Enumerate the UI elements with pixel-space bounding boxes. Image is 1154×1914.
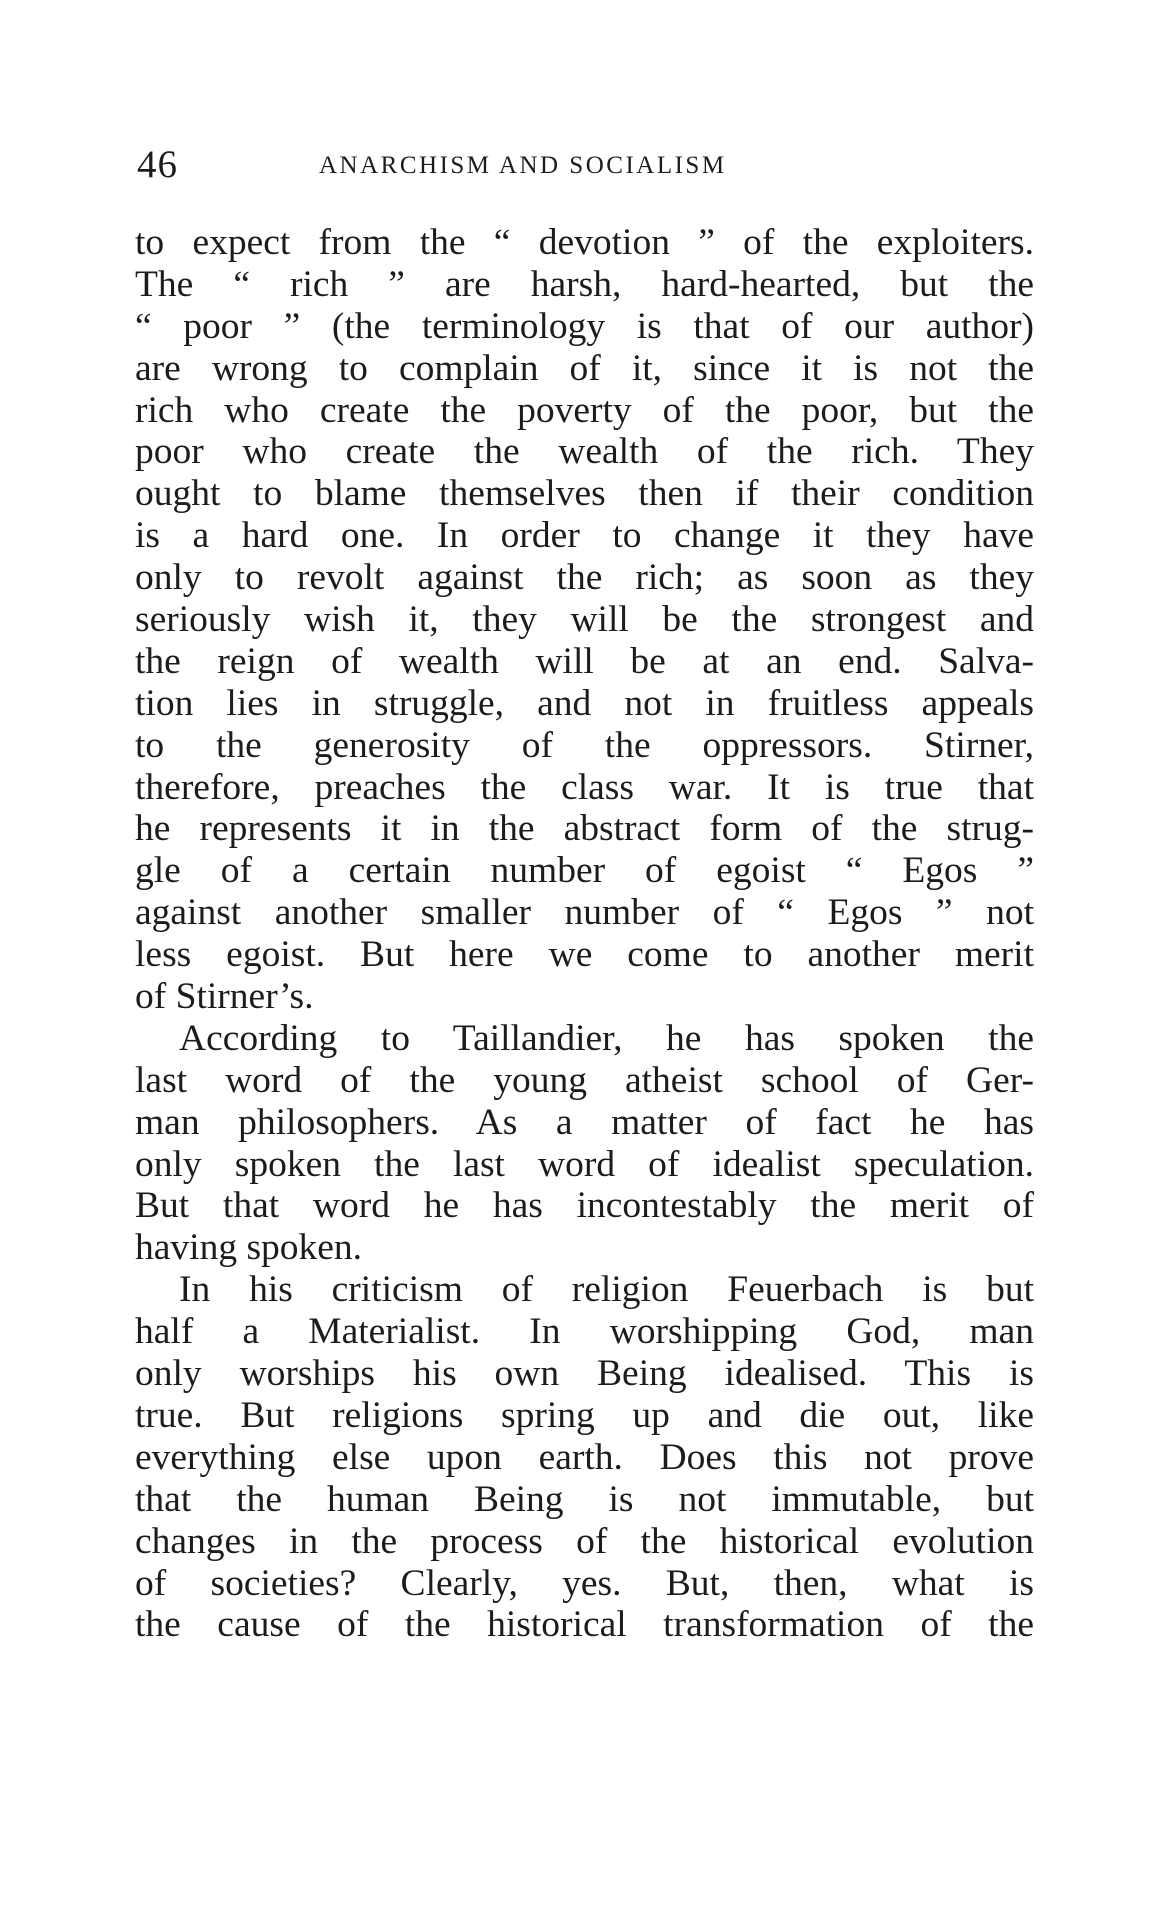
text-line: is a hard one. In order to change it they have [135, 515, 1034, 557]
text-line: The “ rich ” are harsh, hard-hearted, but the [135, 263, 1034, 305]
text-line: only spoken the last word of idealist speculation. [135, 1143, 1034, 1185]
text-line: seriously wish it, they will be the strongest and [135, 599, 1034, 641]
text-line: the cause of the historical transformation of the [135, 1604, 1034, 1646]
text-line: ought to blame themselves then if their condition [135, 473, 1034, 515]
text-line: poor who create the wealth of the rich. They [135, 431, 1034, 473]
text-line: gle of a certain number of egoist “ Egos ” [135, 850, 1034, 892]
text-line: to expect from the “ devotion ” of the exploiters. [135, 222, 1034, 263]
page-header [137, 140, 1037, 190]
text-line: less egoist. But here we come to another merit [135, 934, 1034, 976]
text-line: therefore, preaches the class war. It is true that [135, 766, 1034, 808]
body-text [135, 222, 1034, 1646]
text-line: According to Taillandier, he has spoken the [179, 1017, 1034, 1059]
text-line: that the human Being is not immutable, but [135, 1478, 1034, 1520]
text-line: last word of the young atheist school of Ger- [135, 1059, 1034, 1101]
text-line: rich who create the poverty of the poor, but the [135, 389, 1034, 431]
text-line: are wrong to complain of it, since it is not the [135, 347, 1034, 389]
text-line: the reign of wealth will be at an end. Salva- [135, 640, 1034, 682]
text-line: having spoken. [135, 1227, 363, 1269]
running-title: ANARCHISM AND SOCIALISM [319, 152, 727, 179]
page-number: 46 [137, 143, 178, 186]
text-line: true. But religions spring up and die out, like [135, 1394, 1034, 1436]
text-line: against another smaller number of “ Egos ” not [135, 892, 1034, 934]
text-line: he represents it in the abstract form of the strug- [135, 808, 1034, 850]
text-line: of societies? Clearly, yes. But, then, what is [135, 1562, 1034, 1604]
text-line: “ poor ” (the terminology is that of our author) [135, 305, 1034, 347]
text-line: to the generosity of the oppressors. Stirner, [135, 724, 1034, 766]
text-line: only to revolt against the rich; as soon as they [135, 557, 1034, 599]
text-line: In his criticism of religion Feuerbach is but [179, 1269, 1034, 1311]
text-line: only worships his own Being idealised. This is [135, 1353, 1034, 1395]
text-line: changes in the process of the historical evolution [135, 1520, 1034, 1562]
text-line: half a Materialist. In worshipping God, man [135, 1311, 1034, 1353]
text-line: tion lies in struggle, and not in fruitless appeals [135, 682, 1034, 724]
text-line: of Stirner’s. [135, 976, 314, 1018]
text-line: man philosophers. As a matter of fact he has [135, 1101, 1034, 1143]
text-line: everything else upon earth. Does this not prove [135, 1436, 1034, 1478]
text-line: But that word he has incontestably the merit of [135, 1185, 1034, 1227]
